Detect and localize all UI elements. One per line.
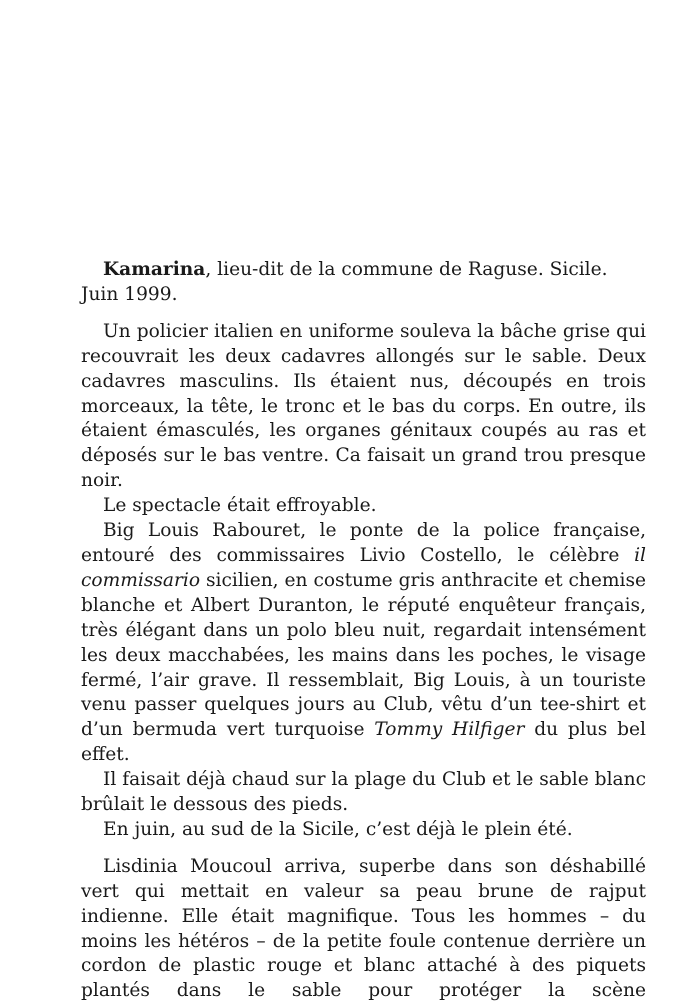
- paragraph-4: Il faisait déjà chaud sur la plage du Club et le sable blanc brûlait le dessous des pieds.: [81, 769, 646, 816]
- paragraph-5: En juin, au sud de la Sicile, c’est déjà le plein été.: [103, 818, 573, 840]
- body-text: [81, 258, 646, 1004]
- paragraph-2: Le spectacle était effroyable.: [103, 495, 377, 517]
- paragraph-3: [81, 519, 646, 768]
- italic-term-commissario: il commissario: [81, 544, 646, 591]
- opening-line: [81, 258, 646, 308]
- paragraph-3-part-2: sicilien, en costume gris anthracite et chemise blanche et Albert Duranton, le réputé enquêteur français, très élégant dans un polo bleu nuit, regardait intensément les deux macchabées, les mains dans les poches, le visage fermé, l’air grave. Il ressemblait, Big Louis, à un touriste venu passer quelques jours au Club, vêtu d’un tee-shirt et d’un bermuda vert turquoise: [81, 569, 646, 741]
- place-name: Kamarina: [103, 259, 206, 280]
- paragraph-3-part-3: du plus bel effet.: [81, 719, 646, 766]
- opening-rest: , lieu-dit de la commune de Raguse. Sicile. Juin 1999.: [81, 259, 608, 305]
- paragraph-3-part-1: Big Louis Rabouret, le ponte de la police française, entouré des commissaires Livio Costello, le célèbre: [81, 520, 646, 566]
- paragraph-6: Lisdinia Moucoul arriva, superbe dans son déshabillé vert qui mettait en valeur sa peau brune de rajput indienne. Elle était magnifique. Tous les hommes – du moins les hétéros – de la petite foule contenue derrière un cordon de plastic rouge et blanc attaché à des piquets plantés dans le sable pour protéger la scène: [81, 855, 646, 1002]
- paragraph-1: Un policier italien en uniforme souleva la bâche grise qui recouvrait les deux cadavres allongés sur le sable. Deux cadavres masculins. Ils étaient nus, découpés en trois morceaux, la tête, le tronc et le bas du corps. En outre, ils étaient émasculés, les organes génitaux coupés au ras et déposés sur le bas ventre. Ca faisait un grand trou presque noir.: [81, 320, 646, 492]
- italic-brand-name: Tommy Hilfiger: [374, 719, 525, 741]
